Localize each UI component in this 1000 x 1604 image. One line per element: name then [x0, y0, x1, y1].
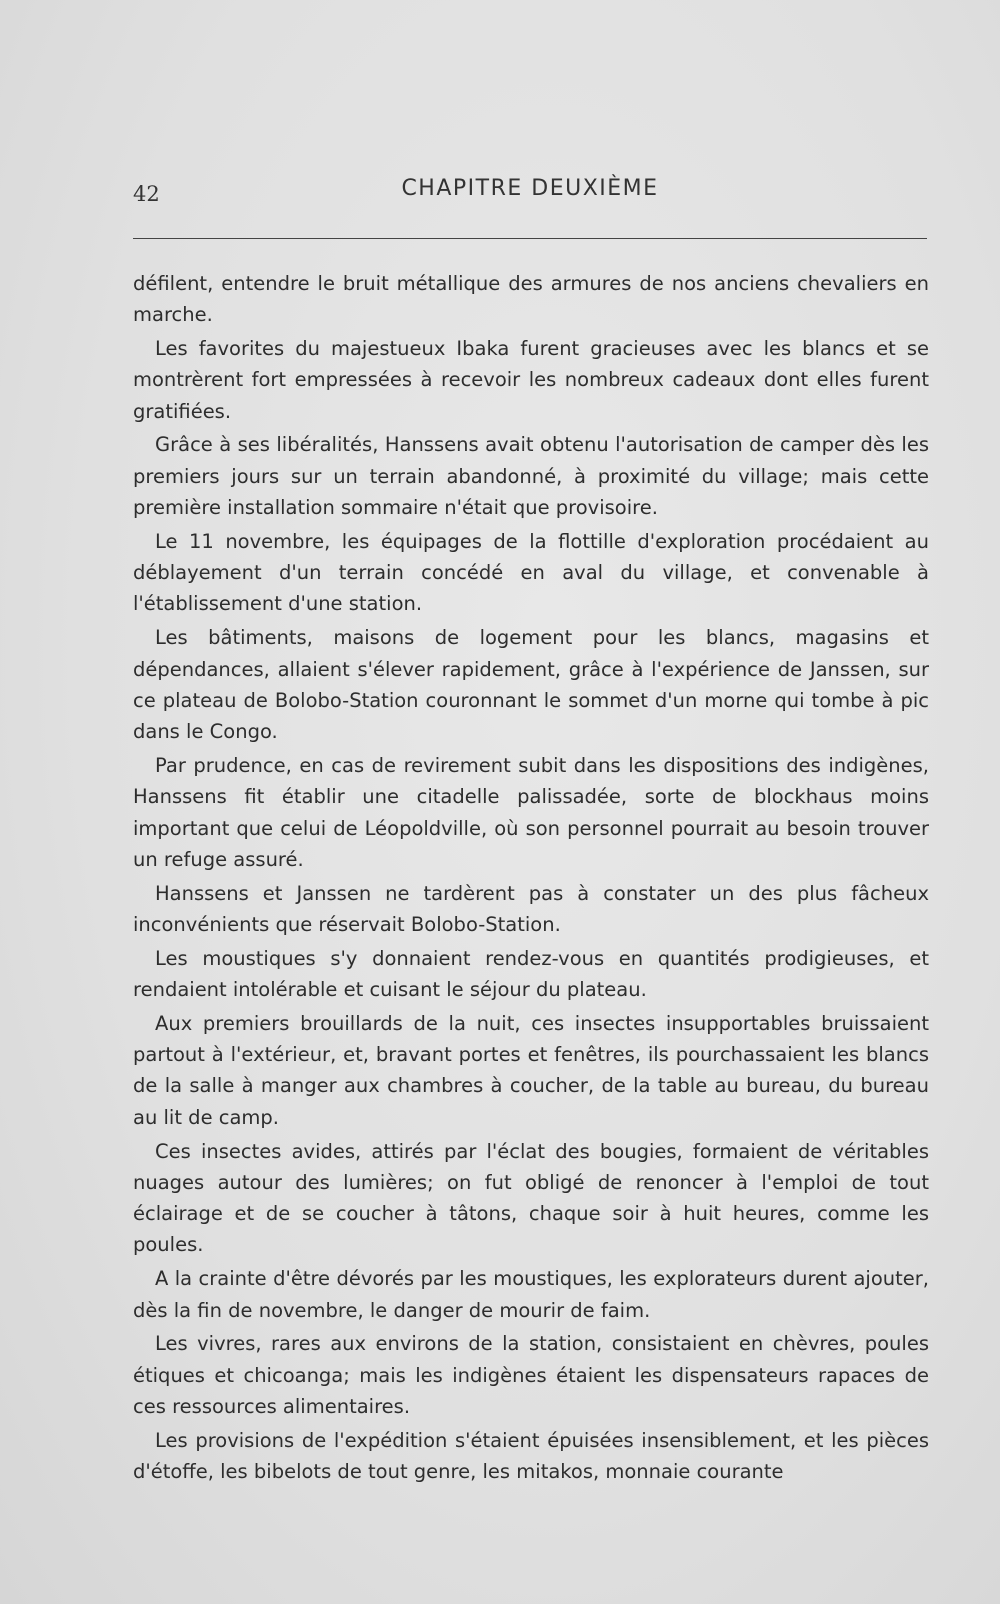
- paragraph: défilent, entendre le bruit métallique des armures de nos anciens chevaliers en marche.: [133, 272, 929, 327]
- paragraph: Les bâtiments, maisons de logement pour les blancs, magasins et dépendances, allaient s'élever rapidement, grâce à l'expérience de Janssen, sur ce plateau de Bolobo-Station couronnant le sommet d'un morne qui tombe à pic dans le Congo.: [133, 626, 929, 744]
- paragraph: Le 11 novembre, les équipages de la flottille d'exploration procédaient au déblayement d'un terrain concédé en aval du village, et convenable à l'établissement d'une station.: [133, 529, 929, 616]
- page-header: [133, 176, 927, 212]
- paragraph: Les vivres, rares aux environs de la station, consistaient en chèvres, poules étiques et chicoanga; mais les indigènes étaient les dispensateurs rapaces de ces ressources alimentaires.: [133, 1332, 929, 1418]
- page-number: 42: [133, 182, 160, 206]
- paragraph: Les moustiques s'y donnaient rendez-vous en quantités prodigieuses, et rendaient intolérable et cuisant le séjour du plateau.: [133, 946, 929, 1002]
- paragraph: Aux premiers brouillards de la nuit, ces insectes insupportables bruissaient partout à l'extérieur, et, bravant portes et fenêtres, ils pourchassaient les blancs de la salle à manger aux chambres à coucher, de la table au bureau, du bureau au lit de camp.: [133, 1011, 929, 1129]
- paragraph: Grâce à ses libéralités, Hanssens avait obtenu l'autorisation de camper dès les premiers jours sur un terrain abandonné, à proximité du village; mais cette première installation sommaire n'était que provisoire.: [133, 433, 929, 520]
- header-rule: [133, 238, 927, 239]
- paragraph: Les provisions de l'expédition s'étaient épuisées insensiblement, et les pièces d'étoffe, les bibelots de tout genre, les mitakos, monnaie courante: [133, 1428, 929, 1483]
- paragraph: Les favorites du majestueux Ibaka furent gracieuses avec les blancs et se montrèrent fort empressées à recevoir les nombreux cadeaux dont elles furent gratifiées.: [133, 337, 929, 423]
- paragraph: A la crainte d'être dévorés par les moustiques, les explorateurs durent ajouter, dès la fin de novembre, le danger de mourir de faim.: [133, 1267, 929, 1322]
- body-text: [133, 268, 929, 1490]
- running-title: CHAPITRE DEUXIÈME: [401, 176, 659, 201]
- paragraph: Hanssens et Janssen ne tardèrent pas à constater un des plus fâcheux inconvénients que réservait Bolobo-Station.: [133, 881, 929, 936]
- paragraph: Ces insectes avides, attirés par l'éclat des bougies, formaient de véritables nuages autour des lumières; on fut obligé de renoncer à l'emploi de tout éclairage et de se coucher à tâtons, chaque soir à huit heures, comme les poules.: [133, 1139, 929, 1257]
- paragraph: Par prudence, en cas de revirement subit dans les dispositions des indigènes, Hanssens fit établir une citadelle palissadée, sorte de blockhaus moins important que celui de Léopoldville, où son personnel pourrait au besoin trouver un refuge assuré.: [133, 753, 929, 871]
